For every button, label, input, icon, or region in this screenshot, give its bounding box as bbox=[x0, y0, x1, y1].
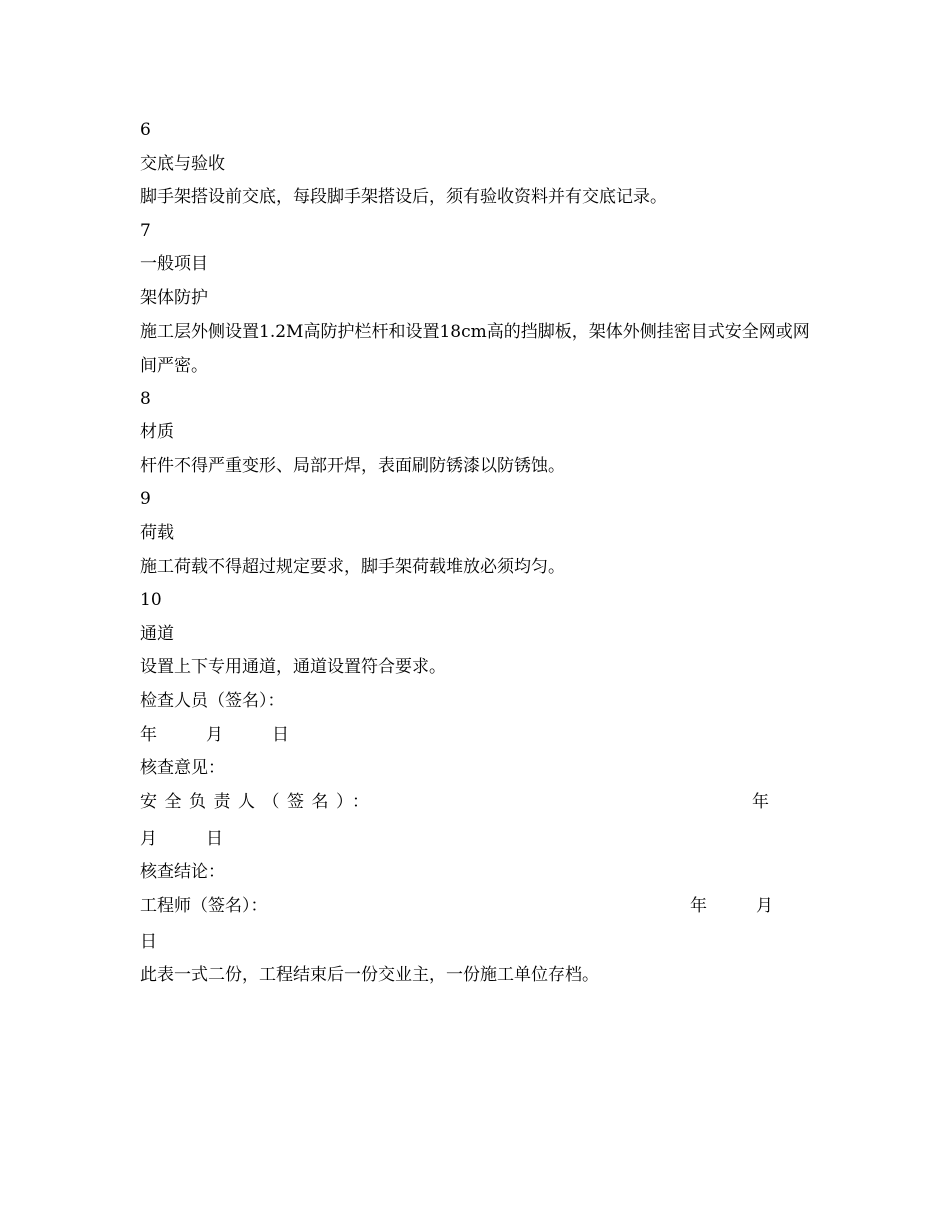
item-6-number: 6 bbox=[140, 120, 151, 140]
item-9-number: 9 bbox=[140, 489, 151, 510]
safety-officer-month: 月 bbox=[140, 828, 157, 849]
item-6-content: 脚手架搭设前交底，每段脚手架搭设后，须有验收资料并有交底记录。 bbox=[140, 187, 667, 208]
inspector-year: 年 bbox=[140, 724, 157, 745]
engineer-day: 日 bbox=[140, 931, 157, 952]
item-8-number: 8 bbox=[140, 388, 151, 409]
item-7-category: 一般项目 bbox=[140, 254, 208, 275]
review-opinion-label: 核查意见： bbox=[140, 758, 225, 779]
safety-officer-year: 年 bbox=[752, 791, 769, 812]
item-7-content: 施工层外侧设置1.2M高防护栏杆和设置18cm高的挡脚板，架体外侧挂密目式安全网或网间严密。 bbox=[140, 321, 810, 376]
engineer-month: 月 bbox=[756, 895, 773, 916]
engineer-row bbox=[140, 895, 820, 917]
review-conclusion-label: 核查结论： bbox=[140, 862, 225, 883]
safety-officer-signature-label: 安全负责人（签名）： bbox=[140, 791, 377, 812]
inspector-day: 日 bbox=[272, 724, 289, 745]
item-7-number: 7 bbox=[140, 220, 151, 241]
inspector-month: 月 bbox=[206, 724, 223, 745]
item-9-title: 荷载 bbox=[140, 522, 174, 543]
footer-note: 此表一式二份，工程结束后一份交业主，一份施工单位存档。 bbox=[140, 965, 599, 986]
document-content bbox=[140, 119, 820, 998]
item-10-title: 通道 bbox=[140, 623, 174, 644]
item-9-content: 施工荷载不得超过规定要求，脚手架荷载堆放必须均匀。 bbox=[140, 556, 565, 577]
item-8-content: 杆件不得严重变形、局部开焊，表面刷防锈漆以防锈蚀。 bbox=[140, 455, 565, 476]
item-8-title: 材质 bbox=[140, 422, 174, 443]
item-10-content: 设置上下专用通道，通道设置符合要求。 bbox=[140, 657, 446, 678]
safety-officer-row bbox=[140, 791, 820, 813]
inspector-signature-label: 检查人员（签名）： bbox=[140, 690, 285, 711]
engineer-year: 年 bbox=[690, 895, 707, 916]
item-6-title: 交底与验收 bbox=[140, 153, 225, 174]
inspector-date-row bbox=[140, 724, 820, 746]
item-7-title: 架体防护 bbox=[140, 287, 208, 308]
safety-officer-date-row bbox=[140, 828, 820, 850]
safety-officer-day: 日 bbox=[206, 828, 223, 849]
item-10-number: 10 bbox=[140, 590, 162, 611]
engineer-signature-label: 工程师（签名）： bbox=[140, 895, 268, 916]
